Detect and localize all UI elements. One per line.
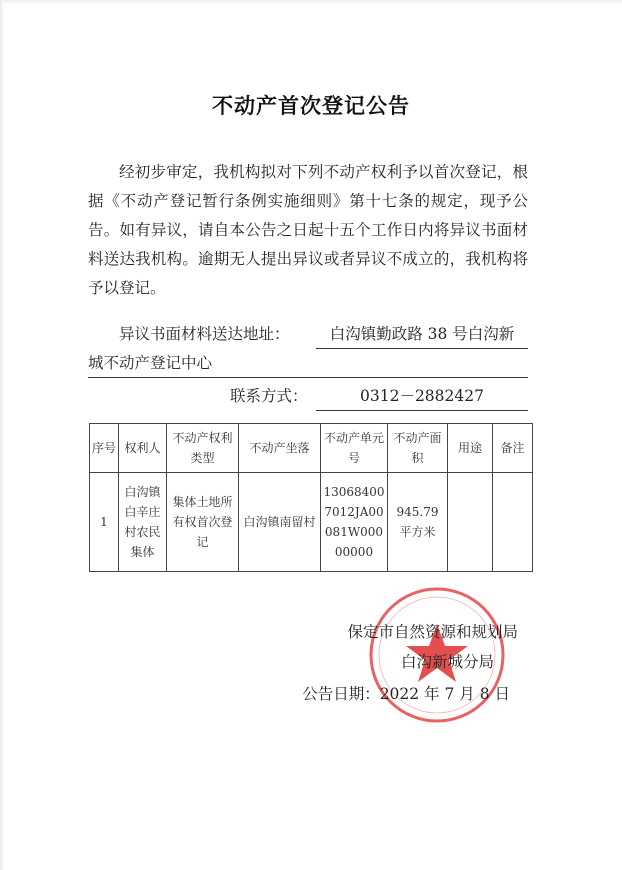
scan-shadow-left xyxy=(0,0,4,870)
signature-org: 保定市自然资源和规划局 xyxy=(347,623,518,641)
signature-branch: 白沟新城分局 xyxy=(400,653,494,671)
address-value-line2: 城不动产登记中心 xyxy=(88,349,528,378)
table-header-row xyxy=(90,424,533,473)
scan-shadow-top xyxy=(0,0,622,4)
address-value-line1: 白沟镇勤政路 38 号白沟新 xyxy=(316,320,528,349)
header-area: 不动产面积 xyxy=(388,424,448,473)
cell-unit-no: 130684007012JA00081W00000000 xyxy=(321,473,388,572)
address-label: 异议书面材料送达地址： xyxy=(119,325,290,343)
cell-right-type: 集体土地所有权首次登记 xyxy=(167,473,239,572)
announcement-date: 公告日期：2022 年 7 月 8 日 xyxy=(302,685,510,703)
cell-location: 白沟镇南留村 xyxy=(239,473,321,572)
page-title: 不动产首次登记公告 xyxy=(212,94,410,118)
header-location: 不动产坐落 xyxy=(239,424,321,473)
cell-owner: 白沟镇白辛庄村农民集体 xyxy=(119,473,167,572)
announcement-body: 经初步审定，我机构拟对下列不动产权利予以首次登记，根据《不动产登记暂行条例实施细则》第十七条的规定，现予公告。如有异议，请自本公告之日起十五个工作日内将异议书面材料送达我机构。逾期无人提出异议或者异议不成立的，我机构将予以登记。 xyxy=(88,163,528,297)
registration-table xyxy=(89,423,533,572)
cell-index: 1 xyxy=(90,473,119,572)
table-row xyxy=(90,473,533,572)
contact-value: 0312－2882427 xyxy=(316,382,528,411)
header-remark: 备注 xyxy=(493,424,533,473)
cell-usage xyxy=(448,473,493,572)
cell-area: 945.79 平方米 xyxy=(388,473,448,572)
header-index: 序号 xyxy=(90,424,119,473)
header-right-type: 不动产权利类型 xyxy=(167,424,239,473)
header-owner: 权利人 xyxy=(119,424,167,473)
contact-label: 联系方式： xyxy=(230,387,308,405)
cell-remark xyxy=(493,473,533,572)
header-unit-no: 不动产单元号 xyxy=(321,424,388,473)
header-usage: 用途 xyxy=(448,424,493,473)
